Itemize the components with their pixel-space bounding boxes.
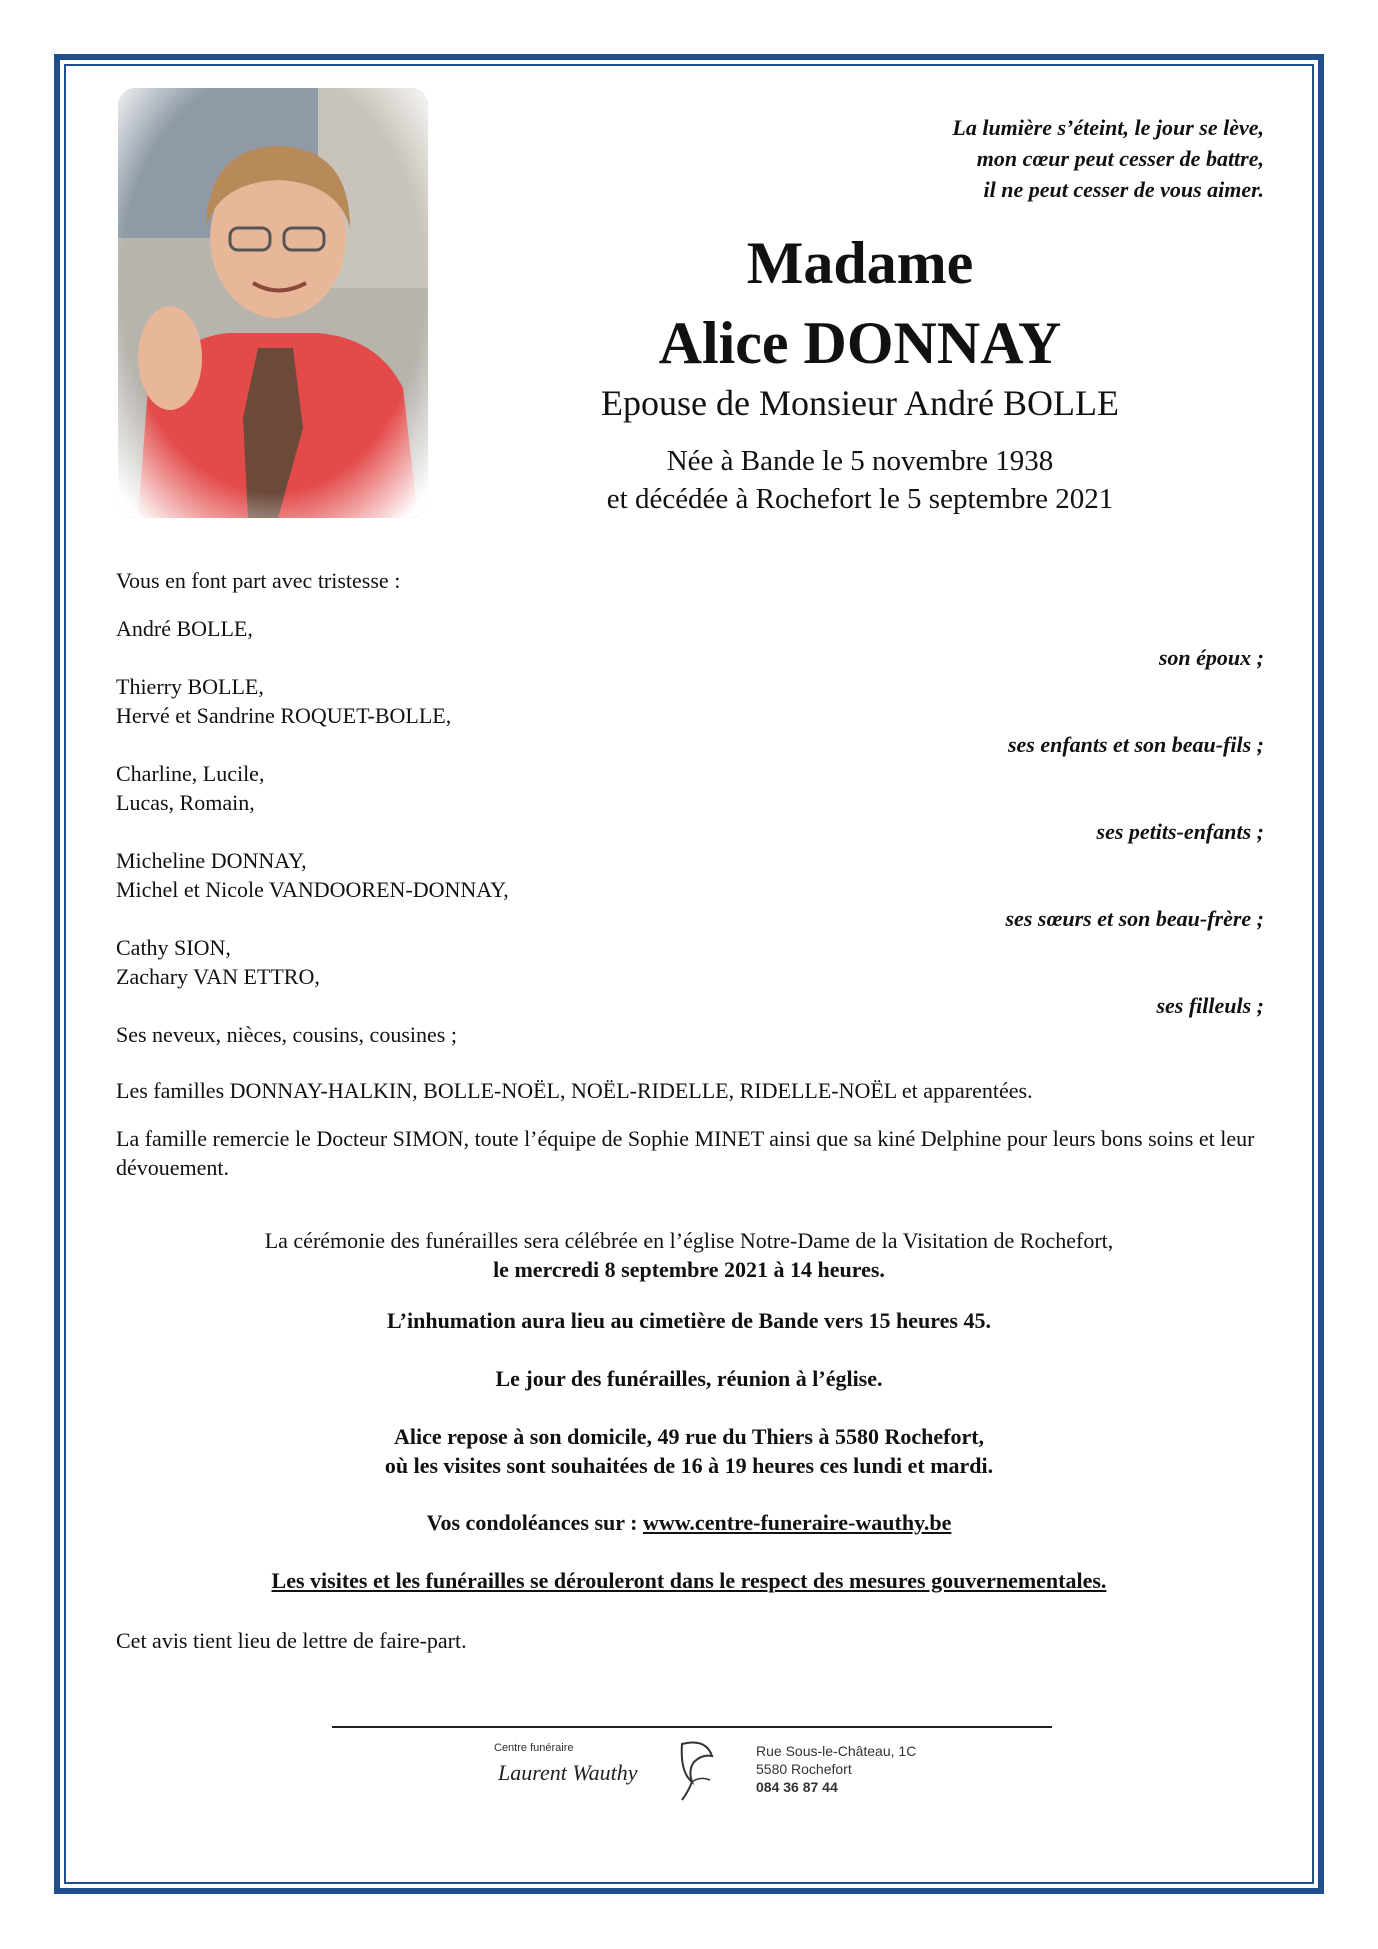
birth-line: Née à Bande le 5 novembre 1938: [666, 445, 1054, 477]
condolences-line: [116, 1508, 1262, 1537]
rest-line: Alice repose à son domicile, 49 rue du Thiers à 5580 Rochefort,: [393, 1424, 985, 1449]
logo-script-text: Laurent Wauthy: [498, 1760, 638, 1785]
covid-notice: Les visites et les funérailles se dérouleront dans le respect des mesures gouvernementales.: [271, 1568, 1107, 1593]
funeral-home-address: [756, 1742, 916, 1796]
family-member: Cathy SION,: [116, 935, 231, 960]
poem-line: mon cœur peut cesser de battre,: [976, 146, 1264, 171]
family-relation: ses sœurs et son beau-frère ;: [1005, 906, 1264, 931]
thanks-paragraph: La famille remercie le Docteur SIMON, toute l’équipe de Sophie MINET ainsi que sa kiné Delphine pour leurs bons soins et leur dévouement.: [116, 1126, 1255, 1180]
burial-line: L’inhumation aura lieu au cimetière de Bande vers 15 heures 45.: [387, 1308, 991, 1333]
spouse-line: Epouse de Monsieur André BOLLE: [601, 383, 1119, 423]
family-member: André BOLLE,: [116, 616, 253, 641]
family-member: Thierry BOLLE,: [116, 674, 264, 699]
poem-line: La lumière s’éteint, le jour se lève,: [952, 115, 1264, 140]
portrait-photo: [118, 88, 428, 518]
poem: [952, 112, 1264, 205]
family-relation: ses enfants et son beau-fils ;: [1007, 732, 1264, 757]
family-member: Michel et Nicole VANDOOREN-DONNAY,: [116, 877, 509, 902]
honorific: Madame: [746, 230, 974, 296]
ceremony-date: le mercredi 8 septembre 2021 à 14 heures.: [493, 1257, 885, 1282]
ceremony-line: La cérémonie des funérailles sera célébrée en l’église Notre-Dame de la Visitation de Rochefort,: [264, 1228, 1114, 1253]
visits-line: où les visites sont souhaitées de 16 à 19 heures ces lundi et mardi.: [384, 1453, 994, 1478]
funeral-home-logo: [494, 1732, 744, 1806]
condolences-link[interactable]: www.centre-funeraire-wauthy.be: [642, 1510, 952, 1535]
address-city: 5580 Rochefort: [756, 1761, 852, 1777]
logo-small-text: Centre funéraire: [494, 1742, 574, 1754]
family-member: Zachary VAN ETTRO,: [116, 964, 320, 989]
family-member: Micheline DONNAY,: [116, 848, 307, 873]
family-member: Charline, Lucile,: [116, 761, 265, 786]
death-line: et décédée à Rochefort le 5 septembre 2021: [606, 483, 1114, 515]
family-others: Ses neveux, nièces, cousins, cousines ;: [116, 1022, 457, 1047]
closing-text: Cet avis tient lieu de lettre de faire-part.: [116, 1628, 467, 1653]
address-street: Rue Sous-le-Château, 1C: [756, 1743, 917, 1759]
deceased-name: Alice DONNAY: [658, 310, 1062, 376]
poem-line: il ne peut cesser de vous aimer.: [983, 177, 1264, 202]
meeting-line: Le jour des funérailles, réunion à l’église.: [495, 1366, 883, 1391]
calla-lily-icon: [662, 1736, 722, 1802]
condolences-label: Vos condoléances sur :: [426, 1510, 643, 1535]
address-phone: 084 36 87 44: [756, 1779, 838, 1795]
family-member: Hervé et Sandrine ROQUET-BOLLE,: [116, 703, 452, 728]
family-member: Lucas, Romain,: [116, 790, 255, 815]
families-line: Les familles DONNAY-HALKIN, BOLLE-NOËL, NOËL-RIDELLE, RIDELLE-NOËL et apparentées.: [116, 1078, 1033, 1103]
family-relation: ses petits-enfants ;: [1096, 819, 1264, 844]
intro-text: Vous en font part avec tristesse :: [116, 568, 401, 593]
family-relation: son époux ;: [1158, 645, 1264, 670]
footer-divider: [332, 1726, 1052, 1728]
family-relation: ses filleuls ;: [1156, 993, 1264, 1018]
